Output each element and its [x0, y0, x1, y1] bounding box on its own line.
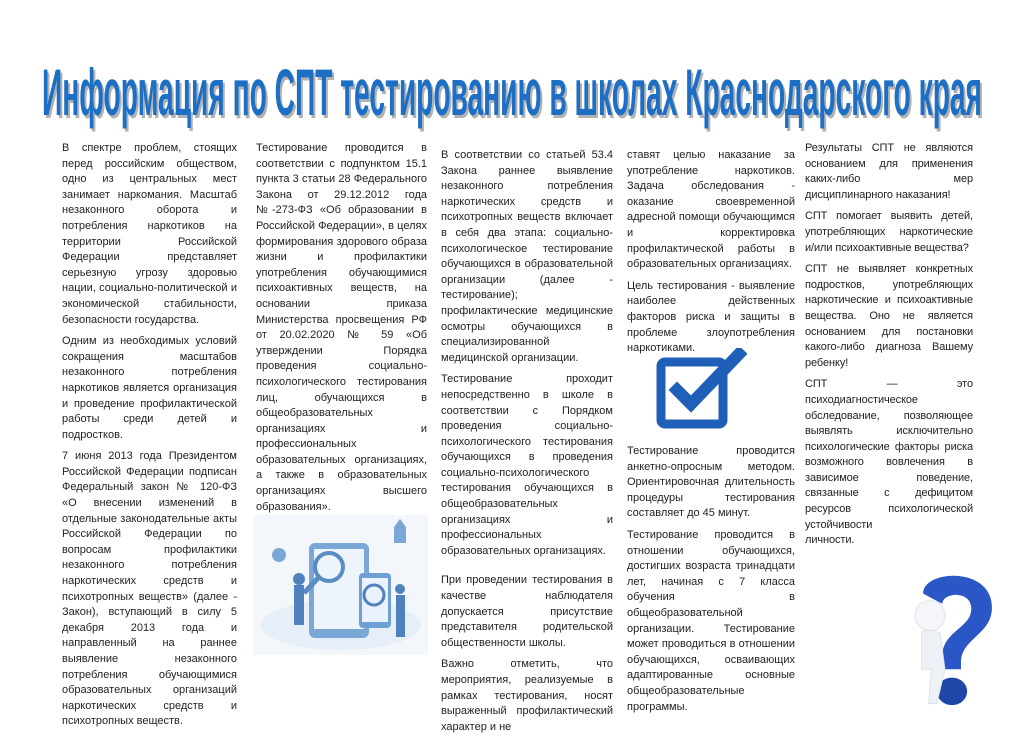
paragraph: Важно отметить, что мероприятия, реализуемые в рамках тестирования, носят выраженный профилактический характер и не — [441, 658, 613, 733]
paragraph: СПТ помогает выявить детей, употребляющих наркотические и/или психоактивные вещества? — [805, 210, 973, 254]
page-title-shadow: Информация по СПТ тестированию в школах Краснодарского края — [44, 58, 984, 132]
paragraph: ставят целью наказание за употребление наркотиков. Задача обследования - оказание своевременной адресной помощи обучающимся и корректировка профилактической работы в образовательных организациях. — [627, 149, 795, 271]
paragraph: 7 июня 2013 года Президентом Российской Федерации подписан Федеральный закон № 120-ФЗ «О внесении изменений в отдельные законодательные акты Российской Федерации по вопросам профилактики незаконного потребления наркотических средств и психотропных веществ» (далее - Закон), вступающий в силу 5 декабря 2013 года и направленный на раннее выявление незаконного потребления обучающимися образовательных организаций наркотических средств и психотропных веществ. — [62, 450, 237, 728]
paragraph: Цель тестирования - выявление наиболее действенных факторов риска и защиты в проблеме злоупотребления наркотиками. — [627, 279, 795, 355]
paragraph: Тестирование проводится в соответствии с подпунктом 15.1 пункта 3 статьи 28 Федерального Закона от 29.12.2012 года №-273-ФЗ «Об образовании в Российской Федерации», в целях формирования здорового образа жизни и профилактики употребления обучающимися психоактивных веществ, на основании приказа Министерства просвещения РФ от 20.02.2020 № 59 «Об утверждении Порядка проведения социально-психологического тестирования лиц, обучающихся в общеобразовательных организациях и профессиональных образовательных организациях, а также в образовательных организациях высшего образования». — [256, 142, 427, 513]
page-title: Информация по СПТ тестированию в школах Краснодарского края — [42, 55, 982, 129]
testing-illustration — [254, 515, 428, 655]
paragraph: При проведении тестирования в качестве наблюдателя допускается присутствие представителя родительской общественности школы. — [441, 574, 613, 649]
column-4 — [627, 148, 795, 363]
paragraph-end: личности. — [805, 534, 855, 547]
paragraph: Тестирование проводится анкетно-опросным методом. Ориентировочная длительность процедуры тестирования составляет до 45 минут. — [627, 445, 795, 520]
paragraph: СПТ не выявляет конкретных подростков, употребляющих наркотические и психоактивные вещества. Оно не является основанием для постановки какого-либо диагноза Вашему ребенку! — [805, 263, 973, 369]
question-mark-figure — [900, 566, 1004, 712]
column-1 — [62, 141, 237, 736]
column-4-lower — [627, 444, 795, 721]
column-3 — [441, 148, 613, 741]
paragraph: В соответствии со статьей 53.4 Закона раннее выявление незаконного потребления наркотических средств и психотропных веществ включает в себя два этапа: социально-психологическое тестирование обучающихся в образовательной организации (далее - тестирование); профилактические медицинские осмотры обучающихся в специализированной медицинской организации. — [441, 149, 613, 364]
paragraph: СПТ — это психодиагностическое обследование, позволяющее выявлять исключительно психологические факторы риска возможного вовлечения в зависимое поведение, связанные с дефицитом ресурсов психологической устойчивости — [805, 378, 973, 531]
column-2 — [256, 141, 427, 521]
title-banner — [0, 44, 1024, 134]
paragraph: Тестирование проходит непосредственно в школе в соответствии с Порядком проведения социально-психологического тестирования обучающихся в проведения социально-психологического тестирования обучающихся в общеобразовательных организациях и профессиональных образовательных организациях. — [441, 373, 613, 557]
paragraph: Одним из необходимых условий сокращения масштабов незаконного потребления наркотиков является организация и проведение профилактической работы среди детей и подростков. — [62, 335, 237, 441]
column-5 — [805, 141, 973, 555]
paragraph: В спектре проблем, стоящих перед российским обществом, одно из центральных мест занимает наркомания. Масштаб незаконного оборота и потребления наркотиков на территории Российской Федерации представляет серьезную угрозу здоровью нации, социально-политической и экономической стабильности, безопасности государства. — [62, 142, 237, 326]
paragraph: Тестирование проводится в отношении обучающихся, достигших возраста тринадцати лет, начиная с 7 класса обучения в общеобразовательной организации. Тестирование может проводиться в отношении обучающихся, осваивающих адаптированные основные общеобразовательные программы. — [627, 528, 795, 713]
paragraph: Результаты СПТ не являются основанием для применения каких-либо мер дисциплинарного наказания! — [805, 142, 973, 201]
